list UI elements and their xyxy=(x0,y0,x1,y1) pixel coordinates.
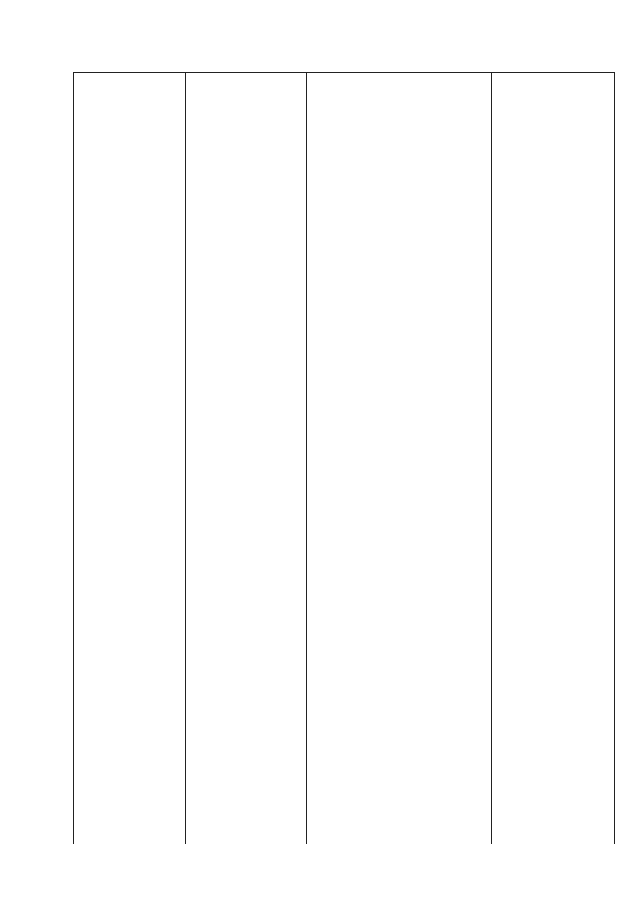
column-divider xyxy=(614,72,615,844)
table-top-border xyxy=(73,72,615,73)
specialties-table xyxy=(73,72,615,844)
column-divider xyxy=(185,72,186,844)
column-divider xyxy=(491,72,492,844)
column-divider xyxy=(306,72,307,844)
column-divider xyxy=(73,72,74,844)
